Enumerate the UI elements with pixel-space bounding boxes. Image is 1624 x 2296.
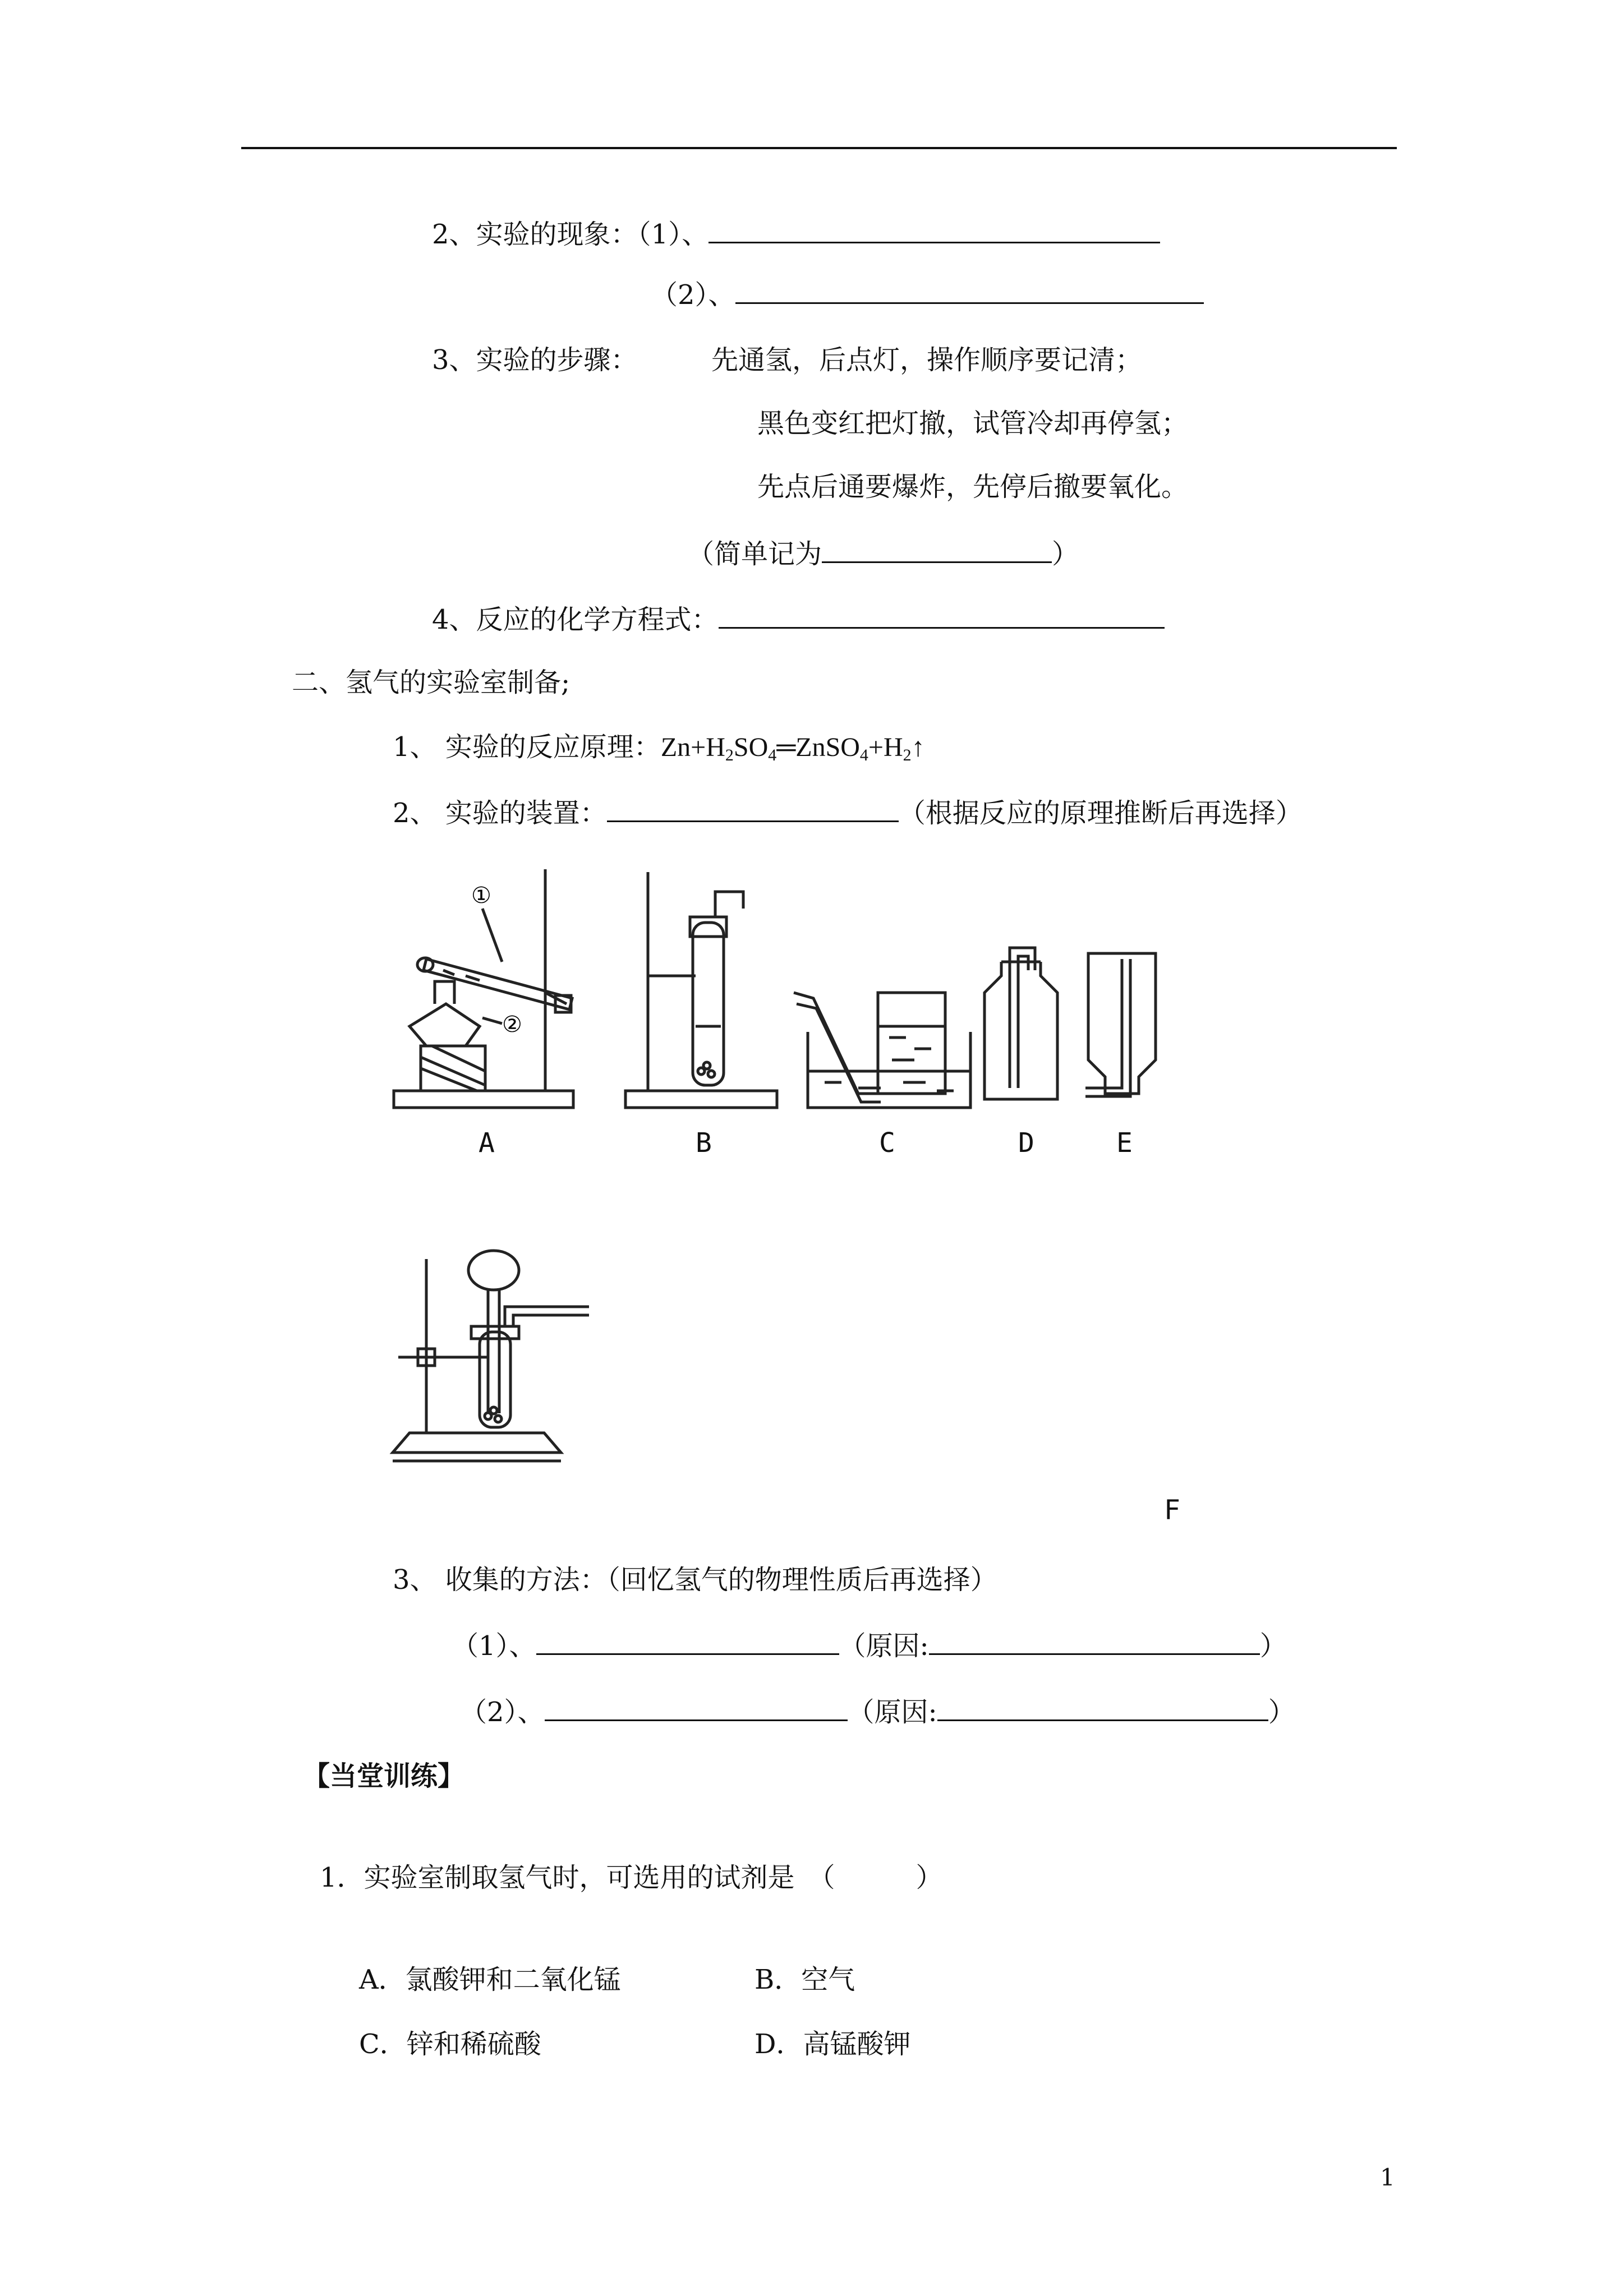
answer-blank[interactable] xyxy=(929,1628,1260,1655)
apparatus-c xyxy=(791,981,976,1110)
answer-blank[interactable] xyxy=(607,795,899,822)
option-b[interactable]: B．空气 xyxy=(755,1964,855,1995)
item-label: 2、实验的现象： xyxy=(432,219,638,250)
apparatus-f xyxy=(387,1253,600,1469)
answer-blank[interactable] xyxy=(735,276,1204,304)
item-steps-label: 3、实验的步骤： xyxy=(432,344,638,376)
apparatus-d xyxy=(979,942,1063,1110)
apparatus-a xyxy=(387,864,589,1110)
question-1: 1．实验室制取氢气时，可选用的试剂是 （ ） xyxy=(320,1862,943,1893)
method-1: （1）、 （原因: ） xyxy=(452,1628,1287,1663)
item-phenomena-2 xyxy=(651,276,1204,312)
label-c: C xyxy=(879,1127,895,1159)
page-number: 1 xyxy=(1380,2164,1395,2191)
answer-blank[interactable] xyxy=(719,601,1165,629)
reaction-equation: $Zn+H_2SO_4═ZnSO_4+H_2↑$ xyxy=(660,732,925,764)
answer-blank[interactable] xyxy=(709,216,1160,243)
item-collection: 3、 收集的方法：（回忆氢气的物理性质后再选择） xyxy=(393,1564,997,1596)
label-a: A xyxy=(479,1127,495,1159)
option-d[interactable]: D．高锰酸钾 xyxy=(755,2028,911,2060)
part-label: （2）、 xyxy=(651,279,735,311)
steps-line-1: 先通氢，后点灯，操作顺序要记清； xyxy=(711,344,1143,376)
label-d: D xyxy=(1018,1127,1034,1159)
part-label: （1）、 xyxy=(637,219,709,250)
callout-2: ② xyxy=(502,1012,522,1038)
answer-blank[interactable] xyxy=(822,536,1052,563)
answer-blank[interactable] xyxy=(545,1694,848,1721)
option-c[interactable]: C．锌和稀硫酸 xyxy=(359,2028,541,2060)
item-apparatus: 2、 实验的装置： （根据反应的原理推断后再选择） xyxy=(393,795,1303,830)
answer-blank[interactable] xyxy=(937,1694,1268,1721)
practice-heading: 【当堂训练】 xyxy=(303,1760,465,1792)
apparatus-e xyxy=(1083,942,1161,1110)
steps-note: （简单记为 ） xyxy=(687,536,1079,571)
option-a[interactable]: A．氯酸钾和二氧化锰 xyxy=(359,1964,621,1995)
method-2: （2）、 （原因: ） xyxy=(460,1694,1295,1729)
item-principle: 1、 实验的反应原理：$Zn+H_2SO_4═ZnSO_4+H_2↑$ xyxy=(393,731,925,764)
label-f: F xyxy=(1164,1495,1180,1526)
section-heading: 二、氢气的实验室制备; xyxy=(292,667,571,698)
callout-1: ① xyxy=(471,883,491,909)
apparatus-b xyxy=(623,869,780,1110)
item-equation: 4、反应的化学方程式： xyxy=(432,601,1165,637)
header-rule xyxy=(241,147,1397,149)
label-b: B xyxy=(696,1127,712,1159)
answer-blank[interactable] xyxy=(536,1628,839,1655)
label-e: E xyxy=(1116,1127,1133,1159)
item-phenomena xyxy=(432,216,1160,251)
steps-line-3: 先点后通要爆炸，先停后撤要氧化。 xyxy=(757,471,1189,502)
steps-line-2: 黑色变红把灯撤，试管冷却再停氢； xyxy=(757,408,1189,439)
